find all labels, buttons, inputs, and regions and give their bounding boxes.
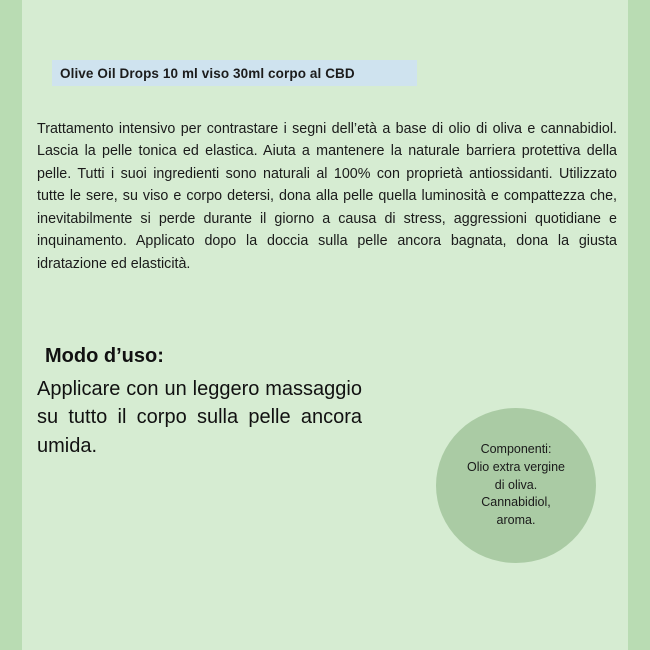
components-circle [436, 408, 596, 563]
usage-heading: Modo d’uso: [45, 345, 164, 367]
product-description: Trattamento intensivo per contrastare i segni dell’età a base di olio di oliva e cannabidiol. Lascia la pelle tonica ed elastica. Aiuta a mantenere la naturale barriera protettiva della pelle. Tutti i suoi ingredienti sono naturali al 100% con proprietà antiossidanti. Utilizzato tutte le sere, su viso e corpo detersi, dona alla pelle quella luminosità e compattezza che, inevitabilmente si perde durante il giorno a causa di stress, aggressioni quotidiane e inquinamento. Applicato dopo la doccia sulla pelle ancora bagnata, dona la giusta idratazione ed elasticità. [37, 121, 617, 272]
components-line: di oliva. [494, 477, 538, 492]
page-title: Olive Oil Drops 10 ml viso 30ml corpo al CBD [60, 65, 355, 81]
components-heading: Componenti: [480, 442, 552, 457]
components-line: Cannabidiol, [481, 495, 551, 510]
product-title-band [52, 60, 417, 86]
components-line: aroma. [496, 513, 536, 528]
usage-instructions: Applicare con un leggero massaggio su tutto il corpo sulla pelle ancora umida. [37, 378, 362, 457]
document-body [22, 0, 628, 650]
components-line: Olio extra vergine [467, 459, 565, 474]
